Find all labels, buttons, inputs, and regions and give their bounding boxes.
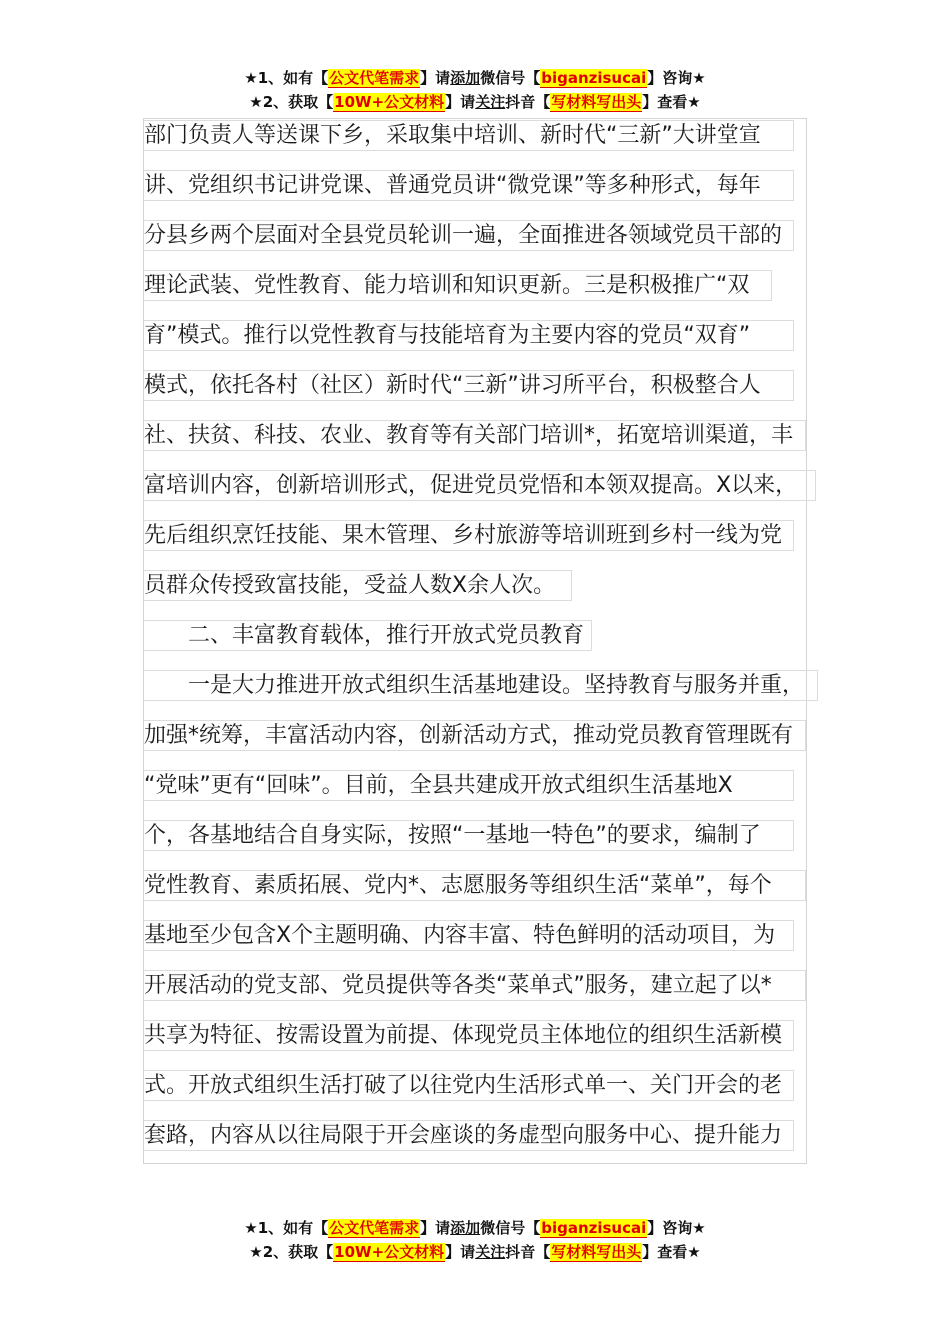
promo-underlined-text: 关注 — [475, 1243, 506, 1261]
text-line: 先后组织烹饪技能、果木管理、乡村旅游等培训班到乡村一线为党 — [144, 520, 794, 551]
promo-text: 2、获取【 — [262, 1243, 334, 1261]
highlight-wechat-id: biganzisucai — [541, 69, 647, 87]
star-icon: ★ — [244, 1219, 258, 1237]
promo-underlined-text: 添加 — [450, 1219, 481, 1237]
star-icon: ★ — [687, 1243, 701, 1261]
star-icon: ★ — [244, 69, 258, 87]
promo-underlined-text: 添加 — [450, 69, 481, 87]
highlight-douyin-account: 写材料写出头 — [551, 93, 642, 111]
text-line: 分县乡两个层面对全县党员轮训一遍，全面推进各领域党员干部的 — [144, 220, 794, 251]
text-line: 加强*统筹，丰富活动内容，创新活动方式，推动党员教育管理既有 — [144, 720, 806, 751]
text-line: 育”模式。推行以党性教育与技能培育为主要内容的党员“双育” — [144, 320, 794, 351]
promo-text: 】请 — [420, 1219, 451, 1237]
section-heading: 二、丰富教育载体，推行开放式党员教育 — [144, 620, 592, 651]
promo-line-1 — [0, 1216, 950, 1240]
text-line: 讲、党组织书记讲党课、普通党员讲“微党课”等多种形式，每年 — [144, 170, 794, 201]
text-line: 个，各基地结合自身实际，按照“一基地一特色”的要求，编制了 — [144, 820, 794, 851]
promo-text: 】查看 — [642, 93, 688, 111]
highlight-douyin-account: 写材料写出头 — [551, 1243, 642, 1261]
promo-text: 】请 — [445, 93, 476, 111]
text-line: 共享为特征、按需设置为前提、体现党员主体地位的组织生活新模 — [144, 1020, 794, 1051]
star-icon: ★ — [692, 1219, 706, 1237]
promo-text: 抖音【 — [505, 93, 551, 111]
text-line: 模式，依托各村（社区）新时代“三新”讲习所平台，积极整合人 — [144, 370, 794, 401]
promo-text: 2、获取【 — [262, 93, 334, 111]
promo-text: 微信号【 — [480, 1219, 541, 1237]
text-line: 一是大力推进开放式组织生活基地建设。坚持教育与服务并重， — [144, 670, 818, 701]
promo-underlined-text: 关注 — [475, 93, 506, 111]
header-promo-banner — [0, 66, 950, 114]
text-line: 员群众传授致富技能，受益人数X余人次。 — [144, 570, 572, 601]
star-icon: ★ — [687, 93, 701, 111]
star-icon: ★ — [249, 1243, 263, 1261]
text-line: “党味”更有“回味”。目前，全县共建成开放式组织生活基地X — [144, 770, 794, 801]
promo-text: 微信号【 — [480, 69, 541, 87]
text-line: 基地至少包含X个主题明确、内容丰富、特色鲜明的活动项目，为 — [144, 920, 794, 951]
highlight-materials: 10W+公文材料 — [334, 93, 445, 111]
text-line: 开展活动的党支部、党员提供等各类“菜单式”服务，建立起了以* — [144, 970, 806, 1001]
promo-line-1 — [0, 66, 950, 90]
highlight-materials: 10W+公文材料 — [334, 1243, 445, 1261]
footer-promo-banner — [0, 1216, 950, 1264]
text-line: 社、扶贫、科技、农业、教育等有关部门培训*，拓宽培训渠道，丰 — [144, 420, 806, 451]
highlight-service: 公文代笔需求 — [329, 1219, 420, 1237]
text-line: 式。开放式组织生活打破了以往党内生活形式单一、关门开会的老 — [144, 1070, 794, 1101]
text-line: 部门负责人等送课下乡，采取集中培训、新时代“三新”大讲堂宣 — [144, 120, 794, 151]
promo-line-2 — [0, 90, 950, 114]
star-icon: ★ — [692, 69, 706, 87]
text-line: 党性教育、素质拓展、党内*、志愿服务等组织生活“菜单”，每个 — [144, 870, 806, 901]
promo-text: 】请 — [445, 1243, 476, 1261]
text-line: 富培训内容，创新培训形式，促进党员党悟和本领双提高。X以来， — [144, 470, 816, 501]
text-line: 理论武装、党性教育、能力培训和知识更新。三是积极推广“双 — [144, 270, 772, 301]
promo-text: 】查看 — [642, 1243, 688, 1261]
promo-text: 】咨询 — [647, 1219, 693, 1237]
highlight-service: 公文代笔需求 — [329, 69, 420, 87]
promo-line-2 — [0, 1240, 950, 1264]
star-icon: ★ — [249, 93, 263, 111]
promo-text: 】咨询 — [647, 69, 693, 87]
text-line: 套路，内容从以往局限于开会座谈的务虚型向服务中心、提升能力 — [144, 1120, 794, 1151]
promo-text: 1、如有【 — [257, 69, 329, 87]
highlight-wechat-id: biganzisucai — [541, 1219, 647, 1237]
promo-text: 抖音【 — [505, 1243, 551, 1261]
promo-text: 】请 — [420, 69, 451, 87]
promo-text: 1、如有【 — [257, 1219, 329, 1237]
